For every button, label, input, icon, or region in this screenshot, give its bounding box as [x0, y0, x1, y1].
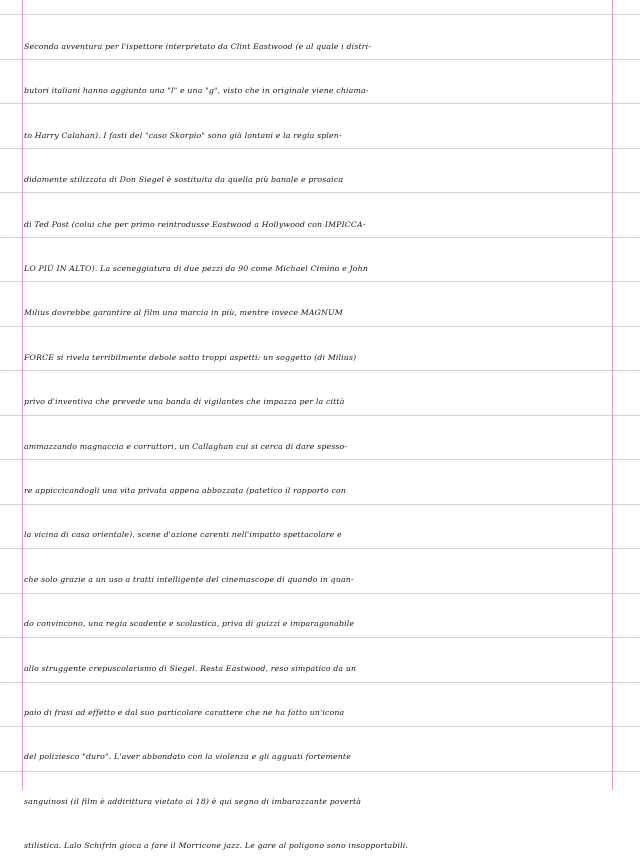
text-line: sanguinosi (il film è addirittura vietato ai 18) è qui segno di imbarazzante povertà: [24, 797, 362, 806]
text-line: LO PIÙ IN ALTO). La sceneggiatura di due pezzi da 90 come Michael Cimino e John: [24, 264, 368, 273]
ruled-line: [0, 504, 640, 505]
ruled-line: [0, 103, 640, 104]
ruled-line: [0, 459, 640, 460]
text-line: ammazzando magnaccia e corruttori, un Callaghan cui si cerca di dare spesso-: [24, 442, 348, 451]
ruled-line: [0, 771, 640, 772]
text-line: FORCE si rivela terribilmente debole sotto troppi aspetti: un soggetto (di Milius): [24, 353, 357, 362]
ruled-line: [0, 148, 640, 149]
ruled-line: [0, 548, 640, 549]
ruled-line: [0, 237, 640, 238]
ruled-line: [0, 726, 640, 727]
ruled-line: [0, 415, 640, 416]
text-line: do convincono, una regia scadente e scolastica, priva di guizzi e imparagonabile: [24, 619, 355, 628]
ruled-line: [0, 326, 640, 327]
ruled-line: [0, 593, 640, 594]
text-line: la vicina di casa orientale), scene d'azione carenti nell'impatto spettacolare e: [24, 530, 342, 539]
text-line: stilistica. Lalo Schifrin gioca a fare il Morricone jazz. Le gare al poligono sono insopportabili.: [24, 841, 409, 850]
text-line: didamente stilizzata di Don Siegel è sostituita da quella più banale e prosaica: [24, 175, 344, 184]
text-line: to Harry Calahan). I fasti del "caso Skorpio" sono già lontani e la regia splen-: [24, 131, 342, 140]
ruled-line: [0, 192, 640, 193]
text-line: Milius dovrebbe garantire al film una marcia in più, mentre invece MAGNUM: [24, 308, 343, 317]
text-line: privo d'inventiva che prevede una banda di vigilantes che impazza per la città: [24, 397, 345, 406]
text-line: del poliziesco "duro". L'aver abbondato con la violenza e gli agguati fortemente: [24, 752, 351, 761]
text-line: Seconda avventura per l'ispettore interpretato da Clint Eastwood (e al quale i distri-: [24, 42, 372, 51]
ruled-line: [0, 14, 640, 15]
text-line: re appiccicandogli una vita privata appena abbozzata (patetico il rapporto con: [24, 486, 346, 495]
ruled-line: [0, 637, 640, 638]
left-margin-line: [22, 0, 23, 790]
ruled-line: [0, 281, 640, 282]
text-line: butori italiani hanno aggiunto una "l" e una "g", visto che in originale viene chiama-: [24, 86, 369, 95]
text-line: allo struggente crepuscolarismo di Siegel. Resta Eastwood, reso simpatico da un: [24, 664, 357, 673]
ruled-line: [0, 682, 640, 683]
ruled-line: [0, 59, 640, 60]
text-line: di Ted Post (colui che per primo reintrodusse Eastwood a Hollywood con IMPICCA-: [24, 220, 366, 229]
text-line: che solo grazie a un uso a tratti intelligente del cinemascope di quando in quan-: [24, 575, 354, 584]
text-line: paio di frasi ad effetto e dal suo particolare carattere che ne ha fatto un'icona: [24, 708, 345, 717]
ruled-line: [0, 370, 640, 371]
